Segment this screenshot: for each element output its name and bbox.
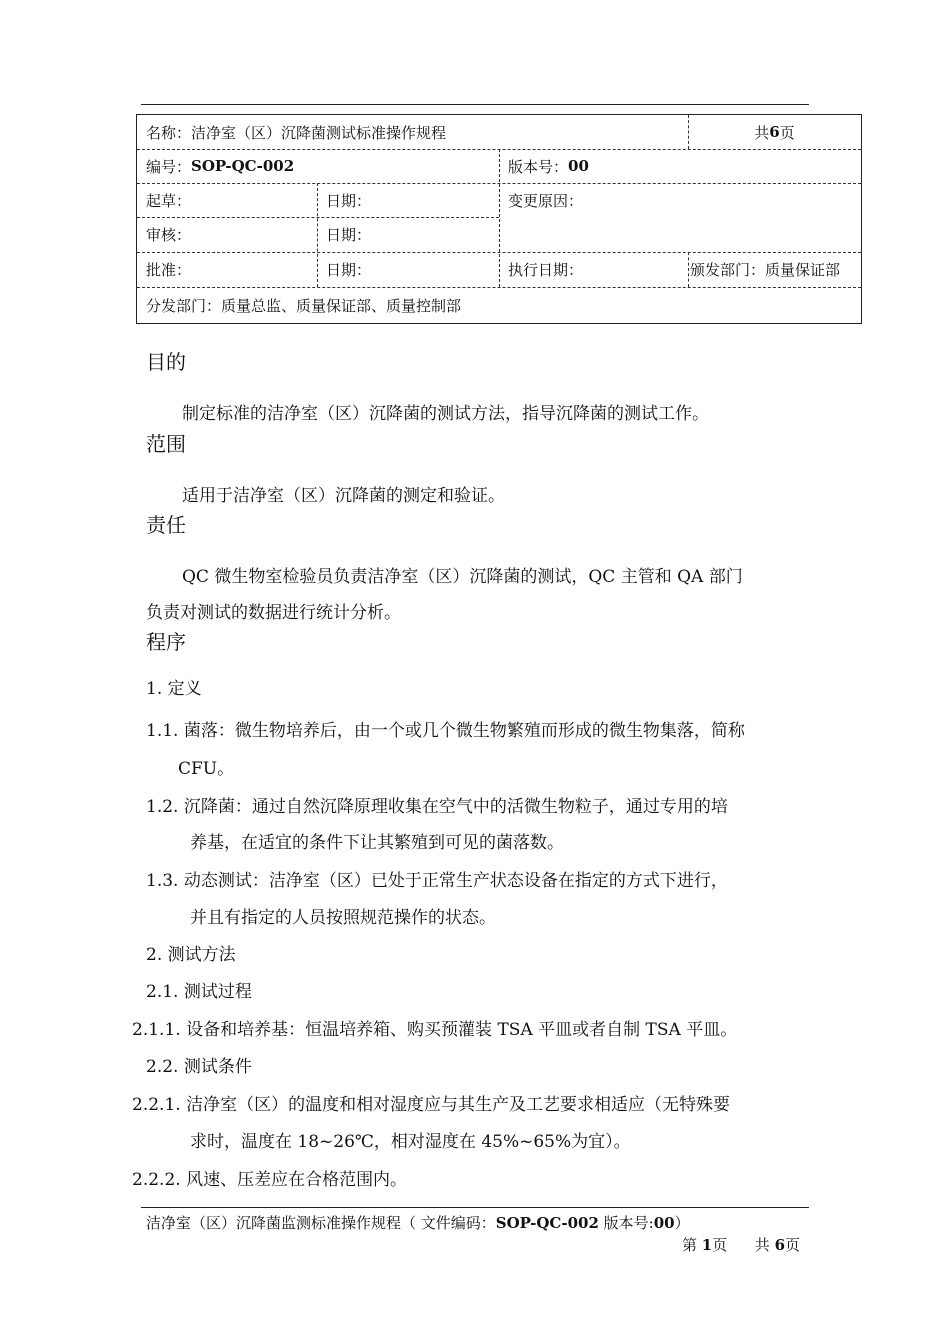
footer-code: SOP-QC-002 [495,1214,599,1232]
approved-date: 日期： [326,261,372,279]
footer-version-label: 版本号: [598,1214,654,1232]
item-1-1-line1: 1.1. 菌落：微生物培养后，由一个或几个微生物繁殖而形成的微生物集落，简称 [146,721,745,741]
issuing-dept: 颁发部门：质量保证部 [690,261,841,279]
responsibility-text-line1: QC 微生物室检验员负责洁净室（区）沉降菌的测试，QC 主管和 QA 部门 [182,567,743,587]
item-1-2-line1: 1.2. 沉降菌：通过自然沉降原理收集在空气中的活微生物粒子，通过专用的培 [146,797,728,817]
distribution: 分发部门：质量总监、质量保证部、质量控制部 [146,296,462,315]
doc-code-value: SOP-QC-002 [191,157,295,175]
item-1-3-line1: 1.3. 动态测试：洁净室（区）已处于正常生产状态设备在指定的方式下进行， [146,871,728,891]
item-1-2-line2: 养基，在适宜的条件下让其繁殖到可见的菌落数。 [190,833,564,853]
procedure-heading: 程序 [146,630,186,654]
footer-version: 00 [653,1214,675,1232]
top-rule [141,104,809,105]
responsibility-text-line2: 负责对测试的数据进行统计分析。 [146,603,401,623]
item-2-2-2: 2.2.2. 风速、压差应在合格范围内。 [132,1170,408,1190]
scope-text: 适用于洁净室（区）沉降菌的测定和验证。 [182,486,505,506]
total-pages-number: 6 [769,123,780,141]
item-2-1-1: 2.1.1. 设备和培养基：恒温培养箱、购买预灌装 TSA 平皿或者自制 TSA 平皿。 [132,1020,738,1040]
scope-heading: 范围 [146,432,186,456]
footer-close: ） [674,1214,690,1232]
footer-page-number [682,1234,800,1255]
total-pages [688,115,861,149]
responsibility-heading: 责任 [146,513,186,537]
item-2-2-1-line2: 求时，温度在 18~26℃，相对湿度在 45%~65%为宜）。 [190,1132,631,1152]
total-pages-suffix: 页 [779,123,795,142]
footer-title [146,1212,690,1233]
item-1-1-line2: CFU。 [178,759,235,779]
doc-code [137,149,499,183]
footer-total-prefix: 共 [754,1236,775,1254]
footer-total-suffix: 页 [785,1236,801,1254]
doc-name: 名称：洁净室（区）沉降菌测试标准操作规程 [146,123,447,142]
purpose-text: 制定标准的洁净室（区）沉降菌的测试方法，指导沉降菌的测试工作。 [182,404,709,424]
total-pages-prefix: 共 [754,123,770,142]
drafted-date: 日期： [326,191,372,210]
change-reason: 变更原因： [508,191,584,210]
footer-page-num: 1 [701,1236,713,1254]
item-2-1: 2.1. 测试过程 [146,982,252,1002]
footer-total-num: 6 [774,1236,786,1254]
effective-date: 执行日期： [508,261,584,279]
item-1: 1. 定义 [146,679,202,699]
doc-version-label: 版本号： [508,157,569,176]
bottom-rule [141,1207,809,1208]
doc-code-label: 编号： [146,157,192,176]
reviewed-date: 日期： [326,226,372,244]
item-1-3-line2: 并且有指定的人员按照规范操作的状态。 [190,908,496,928]
item-2-2: 2.2. 测试条件 [146,1057,252,1077]
doc-version [499,149,861,183]
drafted-by: 起草： [146,191,192,210]
doc-version-value: 00 [568,157,589,175]
footer-page-prefix: 第 [682,1236,702,1254]
item-2: 2. 测试方法 [146,945,236,965]
reviewed-by: 审核： [146,226,192,244]
footer-title-text: 洁净室（区）沉降菌监测标准操作规程（ 文件编码： [146,1214,496,1232]
purpose-heading: 目的 [146,350,186,374]
footer-page-suffix: 页 [712,1236,728,1254]
header-table [136,114,862,324]
item-2-2-1-line1: 2.2.1. 洁净室（区）的温度和相对湿度应与其生产及工艺要求相适应（无特殊要 [132,1095,731,1115]
approved-by: 批准： [146,261,192,279]
